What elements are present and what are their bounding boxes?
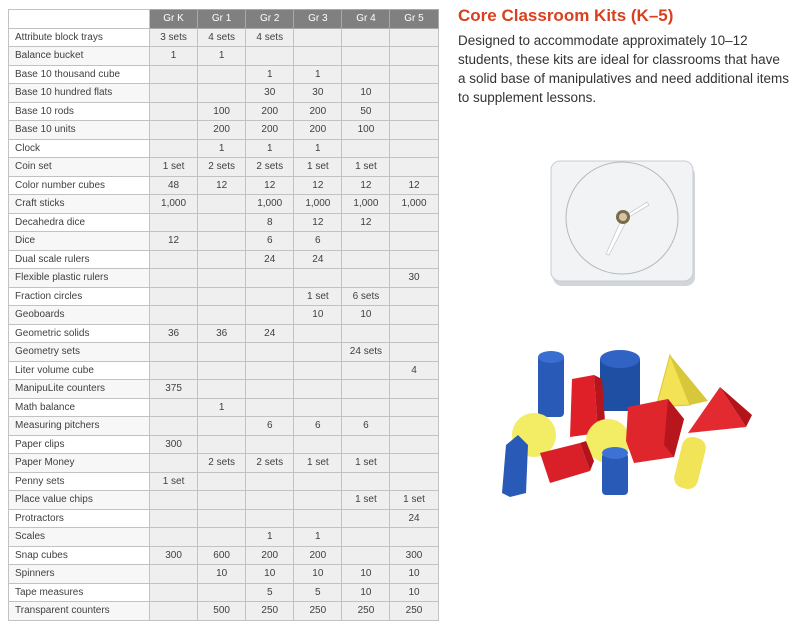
- quantity-cell: 12: [294, 213, 342, 232]
- quantity-cell: [294, 472, 342, 491]
- quantity-cell: [390, 84, 438, 103]
- quantity-cell: [390, 306, 438, 325]
- quantity-cell: [390, 213, 438, 232]
- table-row: [9, 213, 439, 232]
- quantity-cell: [342, 28, 390, 47]
- grade-header: Gr 1: [198, 10, 246, 29]
- quantity-cell: [198, 361, 246, 380]
- table-row: [9, 158, 439, 177]
- quantity-cell: 6: [294, 232, 342, 251]
- page-title: Core Classroom Kits (K–5): [458, 6, 674, 25]
- quantity-cell: [246, 380, 294, 399]
- quantity-cell: [198, 65, 246, 84]
- table-row: [9, 528, 439, 547]
- item-name-cell: Color number cubes: [9, 176, 150, 195]
- quantity-cell: [390, 232, 438, 251]
- quantity-cell: [150, 565, 198, 584]
- quantity-cell: [294, 361, 342, 380]
- table-row: [9, 435, 439, 454]
- quantity-cell: 100: [198, 102, 246, 121]
- quantity-cell: [342, 509, 390, 528]
- quantity-cell: 24: [246, 324, 294, 343]
- item-name-cell: Craft sticks: [9, 195, 150, 214]
- quantity-cell: 12: [198, 176, 246, 195]
- quantity-cell: 250: [246, 602, 294, 621]
- item-name-cell: ManipuLite counters: [9, 380, 150, 399]
- item-name-cell: Attribute block trays: [9, 28, 150, 47]
- quantity-cell: [342, 65, 390, 84]
- item-name-cell: Measuring pitchers: [9, 417, 150, 436]
- quantity-cell: 1: [246, 65, 294, 84]
- quantity-cell: [150, 250, 198, 269]
- quantity-cell: 200: [294, 102, 342, 121]
- quantity-cell: 1: [294, 65, 342, 84]
- quantity-cell: 375: [150, 380, 198, 399]
- quantity-cell: 12: [342, 176, 390, 195]
- quantity-cell: 3 sets: [150, 28, 198, 47]
- item-name-cell: Protractors: [9, 509, 150, 528]
- table-row: [9, 47, 439, 66]
- quantity-cell: [390, 454, 438, 473]
- quantity-cell: 1 set: [150, 158, 198, 177]
- quantity-cell: [342, 139, 390, 158]
- quantity-cell: [150, 583, 198, 602]
- quantity-cell: 100: [342, 121, 390, 140]
- quantity-cell: 2 sets: [246, 158, 294, 177]
- quantity-cell: [198, 232, 246, 251]
- quantity-cell: [198, 417, 246, 436]
- table-row: [9, 454, 439, 473]
- item-name-cell: Base 10 rods: [9, 102, 150, 121]
- table-row: [9, 361, 439, 380]
- quantity-cell: [150, 121, 198, 140]
- item-name-cell: Dual scale rulers: [9, 250, 150, 269]
- quantity-cell: [390, 287, 438, 306]
- quantity-cell: [390, 528, 438, 547]
- item-name-cell: Transparent counters: [9, 602, 150, 621]
- item-name-cell: Flexible plastic rulers: [9, 269, 150, 288]
- quantity-cell: [198, 380, 246, 399]
- quantity-cell: [150, 509, 198, 528]
- quantity-cell: 10: [342, 583, 390, 602]
- quantity-cell: 1: [246, 139, 294, 158]
- quantity-cell: 10: [390, 565, 438, 584]
- quantity-cell: [150, 102, 198, 121]
- quantity-cell: [198, 306, 246, 325]
- quantity-cell: 200: [246, 121, 294, 140]
- table-row: [9, 250, 439, 269]
- table-row: [9, 583, 439, 602]
- quantity-cell: 4 sets: [246, 28, 294, 47]
- item-name-cell: Geoboards: [9, 306, 150, 325]
- table-row: [9, 232, 439, 251]
- table-row: [9, 195, 439, 214]
- quantity-cell: [246, 287, 294, 306]
- quantity-cell: 6: [342, 417, 390, 436]
- quantity-cell: 6: [246, 417, 294, 436]
- quantity-cell: [198, 195, 246, 214]
- quantity-cell: [198, 269, 246, 288]
- quantity-cell: 6: [294, 417, 342, 436]
- quantity-cell: 5: [246, 583, 294, 602]
- grade-header: Gr 3: [294, 10, 342, 29]
- quantity-cell: 200: [198, 121, 246, 140]
- item-name-cell: Scales: [9, 528, 150, 547]
- quantity-cell: 6: [246, 232, 294, 251]
- grade-header: Gr 5: [390, 10, 438, 29]
- quantity-cell: 30: [246, 84, 294, 103]
- table-row: [9, 65, 439, 84]
- quantity-cell: [246, 343, 294, 362]
- quantity-cell: [390, 380, 438, 399]
- quantity-cell: 1,000: [342, 195, 390, 214]
- quantity-cell: 12: [342, 213, 390, 232]
- grade-header: Gr 2: [246, 10, 294, 29]
- table-row: [9, 509, 439, 528]
- header-corner-cell: [9, 10, 150, 29]
- quantity-cell: [150, 65, 198, 84]
- table-row: [9, 491, 439, 510]
- item-name-cell: Math balance: [9, 398, 150, 417]
- spinner-image: [548, 158, 700, 290]
- quantity-cell: [198, 250, 246, 269]
- quantity-cell: 1,000: [150, 195, 198, 214]
- quantity-cell: [246, 269, 294, 288]
- quantity-cell: [342, 398, 390, 417]
- quantity-cell: 4: [390, 361, 438, 380]
- quantity-cell: [150, 139, 198, 158]
- quantity-cell: 1: [150, 47, 198, 66]
- quantity-cell: [294, 324, 342, 343]
- quantity-cell: [150, 84, 198, 103]
- quantity-cell: 1 set: [294, 454, 342, 473]
- quantity-cell: [390, 47, 438, 66]
- quantity-cell: [342, 232, 390, 251]
- table-row: [9, 28, 439, 47]
- item-name-cell: Paper clips: [9, 435, 150, 454]
- quantity-cell: [246, 361, 294, 380]
- table-row: [9, 121, 439, 140]
- quantity-cell: 30: [294, 84, 342, 103]
- quantity-cell: 6 sets: [342, 287, 390, 306]
- kit-description: Designed to accommodate approximately 10–12 students, these kits are ideal for classrooms that have a solid base of manipulatives and need additional items to supplement lessons.: [458, 33, 789, 105]
- quantity-cell: [390, 417, 438, 436]
- quantity-cell: 200: [246, 546, 294, 565]
- quantity-cell: 12: [390, 176, 438, 195]
- quantity-cell: [198, 84, 246, 103]
- table-row: [9, 398, 439, 417]
- geometric-solids-image: [498, 345, 754, 500]
- quantity-cell: 1: [198, 47, 246, 66]
- quantity-cell: [246, 491, 294, 510]
- quantity-cell: 2 sets: [246, 454, 294, 473]
- quantity-cell: 24: [390, 509, 438, 528]
- table-row: [9, 565, 439, 584]
- quantity-cell: 24 sets: [342, 343, 390, 362]
- quantity-cell: [342, 380, 390, 399]
- quantity-cell: [150, 491, 198, 510]
- quantity-cell: [390, 102, 438, 121]
- table-row: [9, 306, 439, 325]
- quantity-cell: [198, 213, 246, 232]
- quantity-cell: [294, 47, 342, 66]
- quantity-cell: 300: [150, 435, 198, 454]
- quantity-cell: [294, 343, 342, 362]
- quantity-cell: [294, 435, 342, 454]
- quantity-cell: [390, 28, 438, 47]
- quantity-cell: 10: [198, 565, 246, 584]
- item-name-cell: Base 10 thousand cube: [9, 65, 150, 84]
- quantity-cell: 4 sets: [198, 28, 246, 47]
- quantity-cell: [294, 398, 342, 417]
- quantity-cell: [390, 139, 438, 158]
- quantity-cell: 8: [246, 213, 294, 232]
- quantity-cell: [294, 509, 342, 528]
- quantity-cell: 300: [390, 546, 438, 565]
- item-name-cell: Geometric solids: [9, 324, 150, 343]
- item-name-cell: Place value chips: [9, 491, 150, 510]
- quantity-cell: 2 sets: [198, 158, 246, 177]
- quantity-cell: 1 set: [150, 472, 198, 491]
- grade-header: Gr 4: [342, 10, 390, 29]
- quantity-cell: [150, 417, 198, 436]
- quantity-cell: 12: [150, 232, 198, 251]
- quantity-cell: 10: [246, 565, 294, 584]
- item-name-cell: Coin set: [9, 158, 150, 177]
- quantity-cell: 1: [198, 398, 246, 417]
- quantity-cell: [342, 546, 390, 565]
- quantity-cell: 1: [246, 528, 294, 547]
- quantity-cell: 200: [246, 102, 294, 121]
- quantity-cell: [342, 269, 390, 288]
- quantity-cell: [198, 472, 246, 491]
- item-name-cell: Clock: [9, 139, 150, 158]
- item-name-cell: Geometry sets: [9, 343, 150, 362]
- quantity-cell: [150, 398, 198, 417]
- quantity-cell: 250: [390, 602, 438, 621]
- quantity-cell: [342, 324, 390, 343]
- quantity-cell: [342, 361, 390, 380]
- item-name-cell: Snap cubes: [9, 546, 150, 565]
- item-name-cell: Spinners: [9, 565, 150, 584]
- quantity-cell: [246, 47, 294, 66]
- quantity-cell: [246, 398, 294, 417]
- table-row: [9, 343, 439, 362]
- quantity-cell: [150, 306, 198, 325]
- quantity-cell: 1 set: [294, 287, 342, 306]
- quantity-cell: 1 set: [294, 158, 342, 177]
- quantity-cell: [342, 47, 390, 66]
- quantity-cell: 1 set: [342, 158, 390, 177]
- quantity-cell: [294, 28, 342, 47]
- item-name-cell: Decahedra dice: [9, 213, 150, 232]
- quantity-cell: [198, 528, 246, 547]
- quantity-cell: 10: [294, 306, 342, 325]
- quantity-cell: [150, 602, 198, 621]
- quantity-cell: [390, 343, 438, 362]
- grade-header: Gr K: [150, 10, 198, 29]
- table-header-row: [9, 10, 439, 29]
- quantity-cell: [198, 287, 246, 306]
- quantity-cell: 50: [342, 102, 390, 121]
- table-row: [9, 324, 439, 343]
- quantity-cell: 24: [246, 250, 294, 269]
- table-row: [9, 472, 439, 491]
- quantity-cell: 600: [198, 546, 246, 565]
- quantity-cell: 1,000: [246, 195, 294, 214]
- table-row: [9, 102, 439, 121]
- quantity-cell: 24: [294, 250, 342, 269]
- quantity-cell: [342, 472, 390, 491]
- quantity-cell: 500: [198, 602, 246, 621]
- table-row: [9, 269, 439, 288]
- table-row: [9, 139, 439, 158]
- quantity-cell: 2 sets: [198, 454, 246, 473]
- item-name-cell: Dice: [9, 232, 150, 251]
- item-name-cell: Fraction circles: [9, 287, 150, 306]
- table-row: [9, 287, 439, 306]
- item-name-cell: Tape measures: [9, 583, 150, 602]
- item-name-cell: Base 10 units: [9, 121, 150, 140]
- quantity-cell: 10: [294, 565, 342, 584]
- table-row: [9, 84, 439, 103]
- quantity-cell: [390, 435, 438, 454]
- quantity-cell: [390, 324, 438, 343]
- table-body: [9, 28, 439, 620]
- quantity-cell: 1,000: [294, 195, 342, 214]
- item-name-cell: Base 10 hundred flats: [9, 84, 150, 103]
- quantity-cell: [198, 491, 246, 510]
- quantity-cell: [390, 65, 438, 84]
- quantity-cell: 30: [390, 269, 438, 288]
- quantity-cell: 1: [294, 139, 342, 158]
- quantity-cell: 1 set: [390, 491, 438, 510]
- quantity-cell: [246, 435, 294, 454]
- quantity-cell: 5: [294, 583, 342, 602]
- quantity-cell: [342, 435, 390, 454]
- quantity-cell: 200: [294, 546, 342, 565]
- quantity-cell: [150, 361, 198, 380]
- quantity-cell: 12: [246, 176, 294, 195]
- item-name-cell: Paper Money: [9, 454, 150, 473]
- quantity-cell: [390, 472, 438, 491]
- quantity-cell: 36: [198, 324, 246, 343]
- quantity-cell: 200: [294, 121, 342, 140]
- quantity-cell: [294, 269, 342, 288]
- quantity-cell: [150, 528, 198, 547]
- quantity-cell: [198, 509, 246, 528]
- quantity-cell: [390, 158, 438, 177]
- quantity-cell: 250: [294, 602, 342, 621]
- quantity-cell: [246, 472, 294, 491]
- quantity-cell: 250: [342, 602, 390, 621]
- quantity-cell: [294, 380, 342, 399]
- quantity-cell: [150, 287, 198, 306]
- quantity-cell: [150, 454, 198, 473]
- item-name-cell: Liter volume cube: [9, 361, 150, 380]
- quantity-cell: [198, 583, 246, 602]
- quantity-cell: 10: [390, 583, 438, 602]
- quantity-cell: 48: [150, 176, 198, 195]
- table-row: [9, 176, 439, 195]
- quantity-cell: 10: [342, 84, 390, 103]
- table-row: [9, 417, 439, 436]
- quantity-cell: 12: [294, 176, 342, 195]
- quantity-cell: [342, 250, 390, 269]
- quantity-cell: 1: [294, 528, 342, 547]
- item-name-cell: Balance bucket: [9, 47, 150, 66]
- table-row: [9, 602, 439, 621]
- quantity-cell: 1 set: [342, 491, 390, 510]
- table-row: [9, 380, 439, 399]
- quantity-cell: 300: [150, 546, 198, 565]
- kit-contents-table: [8, 9, 439, 621]
- quantity-cell: [246, 509, 294, 528]
- quantity-cell: [198, 435, 246, 454]
- table-row: [9, 546, 439, 565]
- quantity-cell: [390, 398, 438, 417]
- quantity-cell: [246, 306, 294, 325]
- quantity-cell: [390, 121, 438, 140]
- quantity-cell: [342, 528, 390, 547]
- quantity-cell: [150, 343, 198, 362]
- quantity-cell: 36: [150, 324, 198, 343]
- quantity-cell: 10: [342, 565, 390, 584]
- quantity-cell: [390, 250, 438, 269]
- quantity-cell: [198, 343, 246, 362]
- quantity-cell: [150, 213, 198, 232]
- quantity-cell: 10: [342, 306, 390, 325]
- quantity-cell: [294, 491, 342, 510]
- quantity-cell: 1: [198, 139, 246, 158]
- quantity-cell: 1 set: [342, 454, 390, 473]
- quantity-cell: [150, 269, 198, 288]
- item-name-cell: Penny sets: [9, 472, 150, 491]
- quantity-cell: 1,000: [390, 195, 438, 214]
